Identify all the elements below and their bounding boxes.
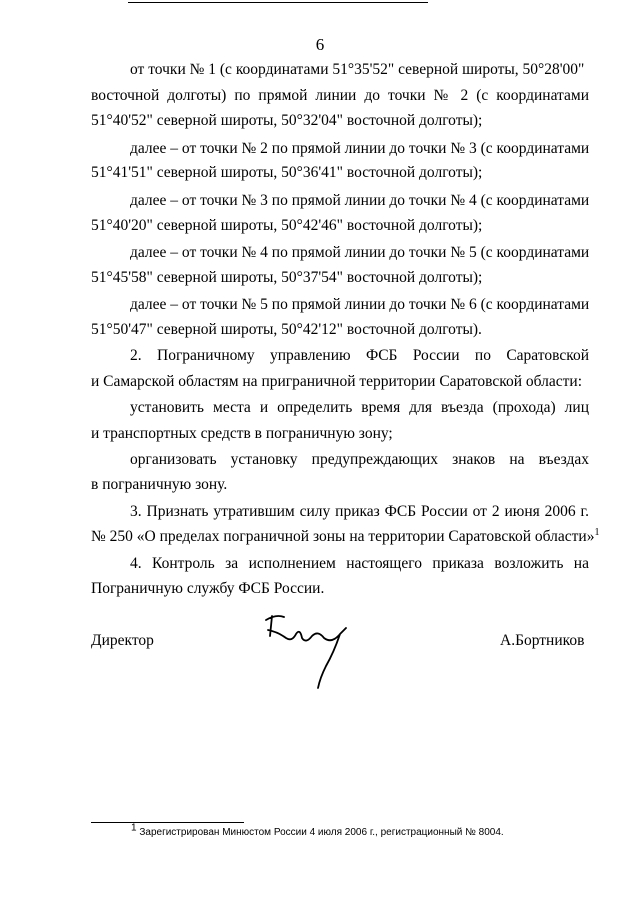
text-line: далее – от точки № 5 по прямой линии до точки № 6 (с координатами — [130, 296, 590, 313]
text-line: далее – от точки № 2 по прямой линии до точки № 3 (с координатами — [130, 140, 590, 157]
text-line: 3. Признать утратившим силу приказ ФСБ России от 2 июня 2006 г. — [130, 503, 589, 520]
text-line: 51°50'47" северной широты, 50°42'12" восточной долготы). — [91, 321, 482, 338]
text-line: в пограничную зону. — [91, 476, 228, 493]
footnote — [131, 822, 504, 838]
text-line: и транспортных средств в пограничную зону; — [91, 425, 393, 442]
signatory-name: А.Бортников — [500, 632, 585, 649]
footnote-rule — [91, 822, 244, 823]
text-line: 51°40'52" северной широты, 50°32'04" восточной долготы); — [91, 112, 483, 129]
text-line: 2. Пограничному управлению ФСБ России по Саратовской — [130, 347, 589, 364]
text-line: и Самарской областям на приграничной территории Саратовской области: — [91, 373, 583, 390]
handwritten-signature — [262, 608, 352, 690]
text-line: 51°41'51" северной широты, 50°36'41" восточной долготы); — [91, 164, 483, 181]
text-line: организовать установку предупреждающих знаков на въездах — [130, 451, 589, 468]
footnote-text: Зарегистрирован Минюстом России 4 июля 2006 г., регистрационный № 8004. — [136, 827, 504, 838]
page-number: 6 — [315, 35, 325, 54]
footnote-ref: 1 — [594, 526, 600, 538]
text-line: 51°40'20" северной широты, 50°42'46" восточной долготы); — [91, 217, 483, 234]
text-line — [91, 526, 600, 547]
text-line: далее – от точки № 3 по прямой линии до точки № 4 (с координатами — [130, 192, 590, 209]
text-line: 4. Контроль за исполнением настоящего приказа возложить на — [130, 555, 589, 572]
footnote-marker: 1 — [131, 822, 137, 834]
text-line: установить места и определить время для въезда (прохода) лиц — [130, 399, 589, 416]
top-rule — [128, 2, 428, 3]
signatory-title: Директор — [91, 632, 154, 649]
text-line: 51°45'58" северной широты, 50°37'54" восточной долготы); — [91, 269, 483, 286]
text-line: далее – от точки № 4 по прямой линии до точки № 5 (с координатами — [130, 244, 590, 261]
text-line: от точки № 1 (с координатами 51°35'52" северной широты, 50°28'00" — [130, 61, 585, 78]
text-line: восточной долготы) по прямой линии до точки № 2 (с координатами — [91, 87, 589, 104]
text-line-content: № 250 «О пределах пограничной зоны на территории Саратовской области» — [91, 528, 595, 545]
text-line: Пограничную службу ФСБ России. — [91, 580, 325, 597]
